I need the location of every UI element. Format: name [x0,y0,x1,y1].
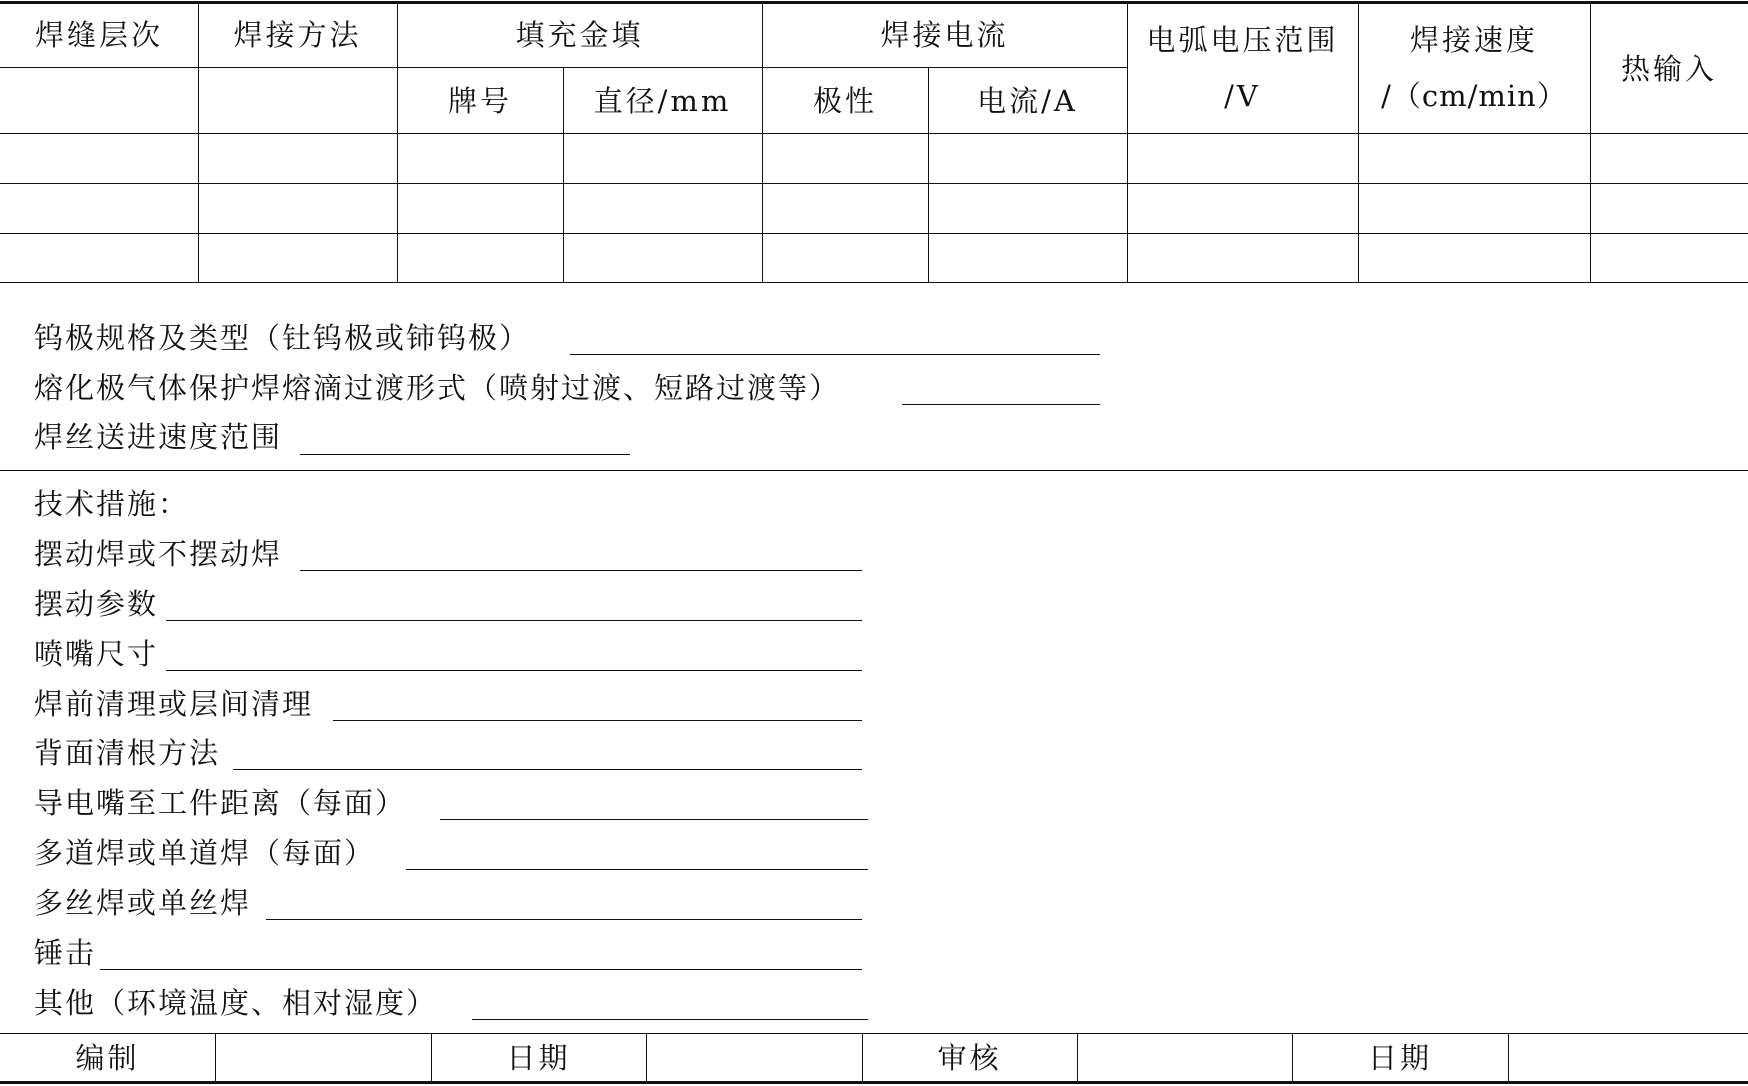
table-row [0,234,1748,282]
droplet-transfer-label: 熔化极气体保护焊熔滴过渡形式（喷射过渡、短路过渡等） [34,371,841,405]
technique-item-other: 其他（环境温度、相对湿度） [34,986,438,1020]
prepared-by-field[interactable] [216,1034,431,1081]
header-welding-speed-unit: /（cm/min） [1381,79,1567,113]
technique-field-contact-tip-distance[interactable] [440,819,868,820]
prepared-by-label: 编制 [75,1041,140,1075]
wire-feed-field[interactable] [300,454,630,455]
technique-field-weave[interactable] [300,570,862,571]
technique-item-peening: 锤击 [34,936,97,970]
table-top-rule [0,1,1748,4]
header-arc-voltage: 电弧电压范围 [1146,23,1339,57]
header-filler-brand: 牌号 [447,84,512,118]
technique-item-nozzle-size: 喷嘴尺寸 [34,637,159,671]
date-field-2[interactable] [1509,1034,1748,1081]
header-welding-current: 焊接电流 [880,18,1009,52]
technique-field-multiwire[interactable] [266,919,862,920]
header-filler-diameter: 直径/mm [593,84,732,118]
wire-feed-label: 焊丝送进速度范围 [34,420,283,454]
technique-item-multipass: 多道焊或单道焊（每面） [34,836,376,870]
technique-item-weave: 摆动焊或不摆动焊 [34,537,283,571]
tungsten-electrode-field[interactable] [570,354,1100,355]
table-row [0,184,1748,233]
technique-item-cleaning: 焊前清理或层间清理 [34,687,314,721]
technique-item-back-gouging: 背面清根方法 [34,736,221,770]
header-method: 焊接方法 [233,18,362,52]
technique-field-weave-params[interactable] [166,620,862,621]
reviewed-by-field[interactable] [1078,1034,1292,1081]
header-polarity: 极性 [812,84,877,118]
header-layer: 焊缝层次 [34,18,163,52]
technique-field-multipass[interactable] [406,869,868,870]
header-filler-metal: 填充金填 [515,18,644,52]
date-label-1: 日期 [506,1041,571,1075]
header-current-amps: 电流/A [977,84,1078,118]
reviewed-by-label: 审核 [937,1041,1002,1075]
technique-item-multiwire: 多丝焊或单丝焊 [34,886,252,920]
section-divider [0,470,1748,471]
technique-field-other[interactable] [472,1019,868,1020]
technique-field-cleaning[interactable] [333,720,862,721]
header-welding-speed: 焊接速度 [1409,23,1538,57]
technique-field-back-gouging[interactable] [233,769,862,770]
technique-field-nozzle-size[interactable] [166,670,862,671]
technique-item-weave-params: 摆动参数 [34,587,159,621]
footer-bottom-rule [0,1081,1748,1084]
technique-item-contact-tip-distance: 导电嘴至工件距离（每面） [34,786,407,820]
header-arc-voltage-unit: /V [1224,79,1261,113]
droplet-transfer-field[interactable] [902,404,1100,405]
table-bottom-rule [0,282,1748,283]
tungsten-electrode-label: 钨极规格及类型（钍钨极或铈钨极） [34,321,531,355]
date-label-2: 日期 [1367,1041,1432,1075]
technique-heading: 技术措施： [34,487,190,521]
table-row [0,134,1748,183]
header-heat-input: 热输入 [1620,52,1717,86]
technique-field-peening[interactable] [100,969,862,970]
date-field-1[interactable] [647,1034,862,1081]
